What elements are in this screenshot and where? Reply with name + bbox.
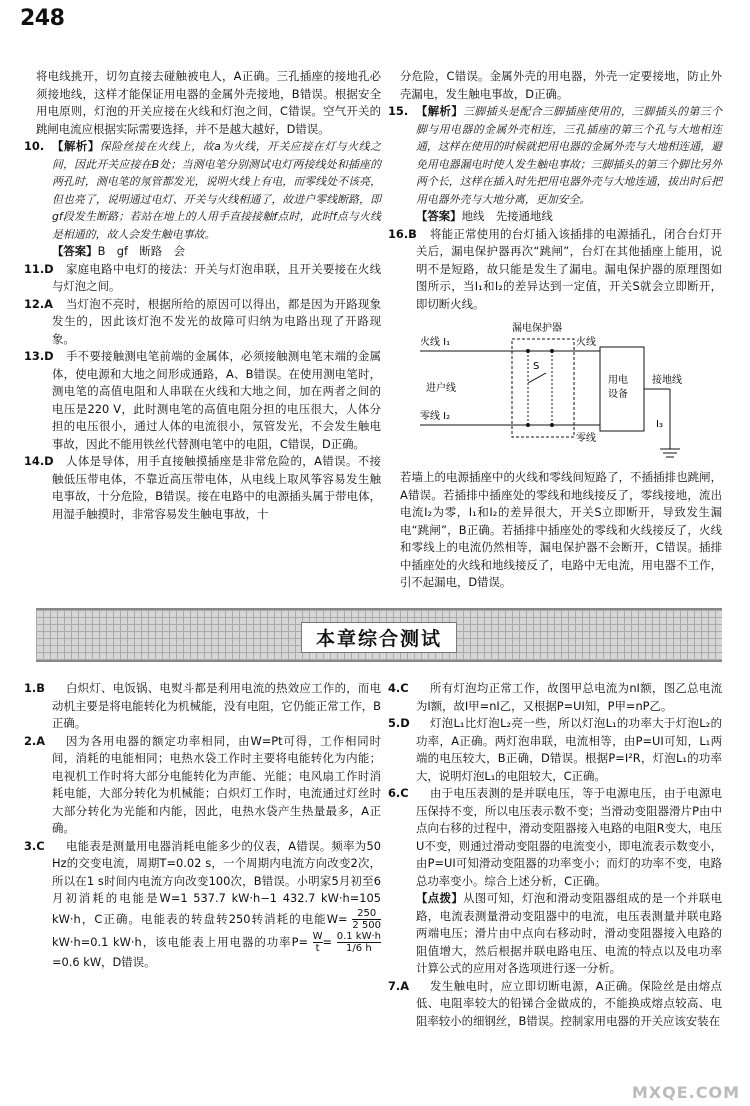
- numerator: W: [312, 930, 323, 942]
- question-text: 手不要接触测电笔前端的金属体，必须接触测电笔末端的金属体，使电源和大地之间形成通路，A、B错误。在使用测电笔时，测电笔的高值电阻和人串联在火线和大地之间，加在两者之间的电压是220 V，此时测电笔的高值电阻分担的电压很大，人体分担的电压很小，通过人体的电流很小，氖管发光，不会发生触电事故，因此不能用铁丝代替测电笔中的电阻，C错误，D正确。: [52, 349, 381, 451]
- answer-text: 地线 先接通地线: [461, 209, 553, 223]
- question-number: 11.D: [24, 261, 54, 276]
- question-number: 10.: [24, 139, 45, 153]
- label-live-wire: 火线: [576, 337, 596, 348]
- chapter-test-banner: [36, 608, 722, 662]
- lower-right-column: [388, 680, 722, 1030]
- page-number: 248: [20, 6, 65, 31]
- analysis-tag: 【解析】: [416, 104, 464, 118]
- numerator: 0.1 kW·h: [336, 930, 381, 942]
- denominator: 2 500: [352, 919, 382, 931]
- fraction: [313, 931, 323, 954]
- question-text: 所有灯泡均正常工作，故图甲总电流为nI额，图乙总电流为I额，故I甲=nI乙，又根据P=UI知，P甲=nP乙。: [416, 681, 722, 713]
- question-text: 将能正常使用的台灯插入该插排的电源插孔，闭合台灯开关后，漏电保护器再次“跳闸”，台灯在其他插座上能用，说明不是短路，故只能是发生了漏电。漏电保护器的原理图如图所示，当I₁和I₂的差异达到一定值，开关S就会立即断开，即切断火线。: [416, 226, 722, 311]
- answer-tag: 【答案】: [416, 209, 462, 223]
- question-10: [24, 138, 381, 243]
- question-number: 14.D: [24, 454, 54, 468]
- label-leakage-protector: 漏电保护器: [512, 323, 562, 334]
- question-text: 灯泡L₁比灯泡L₂亮一些，所以灯泡L₁的功率大于灯泡L₂的功率，A正确。两灯泡串联，电流相等，由P=UI可知，L₁两端的电压较大，B正确，D错误。根据P=I²R，灯泡L₁的功率大，说明灯泡L₁的电阻较大，C正确。: [416, 716, 722, 783]
- question-number: 3.C: [24, 838, 45, 853]
- equals: =: [322, 934, 333, 949]
- question-text: kW·h=0.1 kW·h，该电能表上用电器的功率P=: [52, 934, 308, 949]
- denominator: t: [313, 942, 323, 954]
- question-number: 16.B: [388, 226, 417, 241]
- question-number: 5.D: [388, 716, 410, 730]
- question-text: 因为各用电器的额定功率相同，由W=Pt可得，工作相同时间，消耗的电能相同；电热水袋工作时主要将电能转化为内能；电视机工作时将大部分电能转化为声能、光能；电风扇工作时消耗电能，大部分转化为机械能；白炽灯工作时，电流通过灯丝时大部分转化为光能和内能，因此，电热水袋产生热量最多，A正确。: [52, 733, 381, 835]
- answer-text: B gf 断路 会: [97, 244, 185, 258]
- tip-tag: 【点拨】: [416, 891, 464, 905]
- question-number: 2.A: [24, 733, 46, 748]
- tip-text: 从图可知，灯泡和滑动变阻器组成的是一个并联电路，电流表测量滑动变阻器中的电流，电压表测量并联电路两端电压；滑片由中点向右移动时，滑动变阻器接入电路的阻值增大，然后根据并联电路电压、电流的特点以及电功率计算公式的应用对各选项进行逐一分析。: [416, 891, 722, 975]
- question-text: 电能表是测量用电器消耗电能多少的仪表，A错误。频率为50 Hz的交变电流，周期T=0.02 s，一个周期内电流方向改变2次，所以在1 s时间内电流方向改变100次，B错误。小明家5月初至6月初消耗的电能是W=1 537.7 kW·h−1 432.7 kW·h=105 kW·h，C正确。电能表的转盘转250转消耗的电能W=: [52, 838, 381, 926]
- question-2: [24, 733, 381, 838]
- question-number: 4.C: [388, 681, 409, 695]
- protector-box: [512, 339, 574, 437]
- question-16: [388, 226, 722, 314]
- label-ground-wire: 接地线: [652, 375, 682, 386]
- upper-left-column: [24, 68, 381, 523]
- question-text: 白炽灯、电饭锅、电熨斗都是利用电流的热效应工作的，而电动机主要是将电能转化为机械能，没有电阻，它仍能正常工作，B正确。: [52, 681, 381, 730]
- paragraph: 分危险，C错误。金属外壳的用电器，外壳一定要接地，防止外壳漏电，发生触电事故，D正确。: [400, 69, 722, 101]
- paragraph: 若墙上的电源插座中的火线和零线间短路了，不插插排也跳闸，A错误。若插排中插座处的零线和地线接反了，零线接地，流出电流I₂为零，I₁和I₂的差异很大，开关S立即断开，导致发生漏电“跳闸”，B正确。若插排中插座处的零线和火线接反了，火线和零线上的电流仍然相等，漏电保护器不会断开，C错误。插排中插座处的火线和地线接反了，电路中无电流，用电器不工作，引不起漏电，D错误。: [400, 470, 722, 589]
- question-number: 12.A: [24, 296, 53, 311]
- lower-left-column: [24, 680, 382, 971]
- analysis-text: 保险丝接在火线上，故a为火线，开关应接在灯与火线之间，因此开关应接在B处；当测电笔分别测试电灯两接线处和插座的两孔时，测电笔的氖管都发光，说明火线上有电，而零线处不该亮，但也亮了，说明通过电灯、开关与火线相通了，故进户零线断路，即gf段发生断路；若站在地上的人用手直接接触f点时，此时f点与火线是相通的，故人会发生触电事故。: [52, 140, 381, 241]
- question-3: [24, 838, 382, 972]
- label-neutral-i2: 零线 I₂: [420, 411, 451, 422]
- question-number: 15.: [388, 104, 409, 118]
- fraction: [352, 908, 381, 931]
- banner-title: 本章综合测试: [301, 622, 457, 653]
- question-13: [24, 348, 381, 453]
- label-device-2: 设备: [608, 389, 628, 400]
- question-5: [388, 715, 722, 785]
- question-15: [388, 103, 722, 208]
- label-i3: I₃: [656, 419, 663, 430]
- leakage-protector-circuit-diagram: [400, 317, 722, 467]
- analysis-text: 三脚插头是配合三脚插座使用的，三脚插头的第三个脚与用电器的金属外壳相连，三孔插座的第三个孔与大地相连通，这样在使用的时候就把用电器的金属外壳与大地相连通，避免用电器漏电时使人发生触电事故；三脚插头的第三个脚比另外两个长，这样在插入时先把用电器外壳与大地连通，拔出时后把用电器外壳与大地分离，更加安全。: [416, 105, 722, 206]
- numerator: 250: [357, 907, 377, 919]
- watermark: MXQE.COM: [631, 1083, 740, 1102]
- question-1: [24, 680, 381, 733]
- switch-blade: [528, 373, 546, 383]
- label-neutral-wire: 零线: [576, 433, 596, 444]
- analysis-tag: 【解析】: [52, 139, 100, 153]
- question-number: 6.C: [388, 786, 409, 800]
- question-14: [24, 453, 381, 523]
- question-4: [388, 680, 722, 715]
- question-11: [24, 261, 381, 296]
- paragraph: 将电线挑开，切勿直接去碰触被电人，A正确。三孔插座的接地孔必须接地线，这样才能保证用电器的金属外壳接地，B错误。根据安全用电原则，灯泡的开关应接在火线和灯泡之间，C错误。空气开关的跳闸电流应根据实际需要选择，并不是越大越好，D错误。: [36, 69, 381, 136]
- question-text: 发生触电时，应立即切断电源，A正确。保险丝是由熔点低、电阻率较大的铅锑合金做成的，不能换成熔点较高、电阻率较小的细钢丝，B错误。控制家用电器的开关应该安装在: [416, 978, 722, 1028]
- question-text: 当灯泡不亮时，根据所给的原因可以得出，都是因为开路现象发生的，因此该灯泡不发光的故障可归纳为电路出现了开路现象。: [52, 296, 381, 346]
- answer-15: [400, 208, 722, 226]
- question-number: 13.D: [24, 349, 54, 363]
- question-number: 1.B: [24, 681, 45, 695]
- question-text: 由于电压表测的是并联电压，等于电源电压，由于电源电压保持不变，所以电压表示数不变；当滑动变阻器滑片P由中点向右移的过程中，滑动变阻器接入电路的电阻R变大，电压U不变，则通过滑动变阻器的电流变小，即电流表示数变小，由P=UI可知滑动变阻器的功率变小；而灯的功率不变，电路总功率变小。综合上述分析，C正确。: [416, 786, 722, 888]
- question-number: 7.A: [388, 978, 410, 993]
- label-service-line: 进户线: [426, 383, 456, 394]
- question-7: [388, 978, 722, 1031]
- circuit-svg: [400, 317, 722, 467]
- question-text: =0.6 kW，D错误。: [52, 954, 156, 969]
- denominator: 1/6 h: [337, 942, 381, 954]
- tip-6: [400, 890, 722, 978]
- question-text: 人体是导体，用手直接触摸插座是非常危险的，A错误。不接触低压带电体，不靠近高压带电体，从电线上取风筝容易发生触电事故，十分危险，B错误。接在电路中的电源插头属于带电体，用湿手触摸时，非常容易发生触电事故，十: [52, 454, 381, 521]
- question-6: [388, 785, 722, 890]
- label-device-1: 用电: [608, 375, 628, 386]
- question-text: 家庭电路中电灯的接法：开关与灯泡串联，且开关要接在火线与灯泡之间。: [52, 261, 381, 293]
- label-live-wire-i1: 火线 I₁: [420, 337, 451, 348]
- fraction: [337, 931, 381, 954]
- question-12: [24, 296, 381, 349]
- answer-10: [36, 243, 381, 261]
- answer-tag: 【答案】: [52, 244, 98, 258]
- upper-right-column: [388, 68, 722, 592]
- label-switch-s: S: [533, 361, 540, 372]
